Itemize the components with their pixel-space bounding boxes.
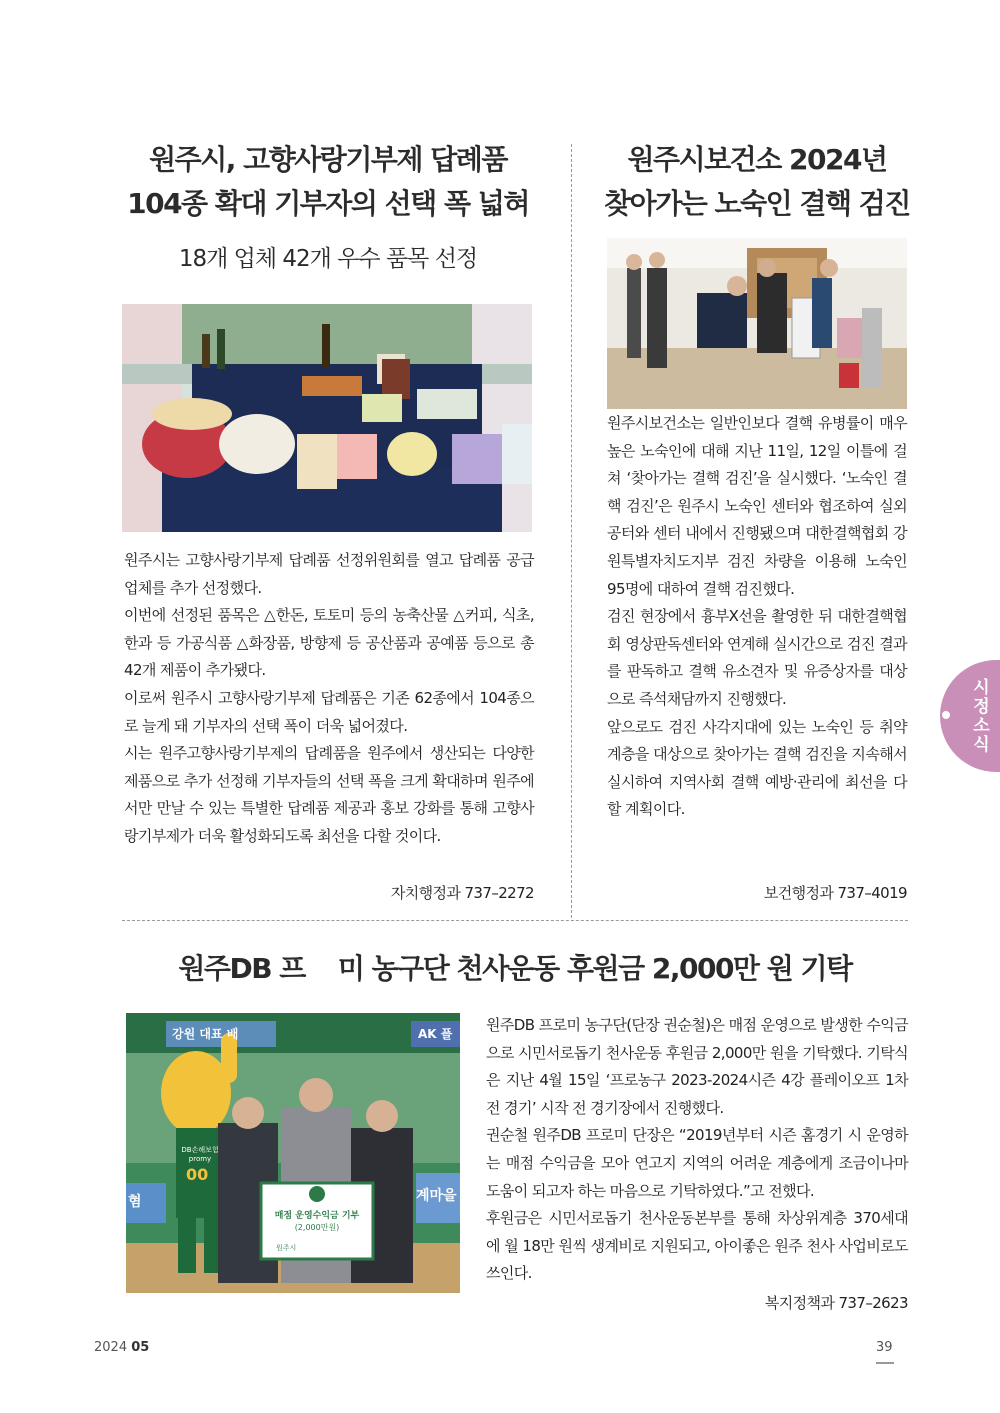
article1-paragraph: 이번에 선정된 품목은 △한돈, 토토미 등의 농축산물 △커피, 식초, 한과 등 가공식품 △화장품, 방향제 등 공산품과 공예품 등으로 총 42개 제품이 추가됐다.: [124, 606, 534, 680]
footer-year: 2024: [94, 1340, 128, 1355]
column-divider: [571, 144, 572, 918]
board-sig-text: 원주시: [276, 1244, 297, 1252]
article2-body: [607, 410, 907, 824]
product-display-image: [122, 304, 532, 532]
article1-paragraph: 시는 원주고향사랑기부제의 답례품을 원주에서 생산되는 다양한 제품으로 추가 선정해 기부자들의 선택 폭을 크게 확대하며 원주에서만 만날 수 있는 특별한 답례품 제공과 홍보 강화를 통해 고향사랑기부제가 더욱 활성화되도록 최선을 다할 것이다.: [124, 744, 534, 845]
article2-title-line2: 찾아가는 노숙인 결핵 검진: [604, 187, 910, 220]
article1-paragraph: 이로써 원주시 고향사랑기부제 답례품은 기존 62종에서 104종으로 늘게 돼 기부자의 선택 폭이 더욱 넓어졌다.: [124, 688, 534, 735]
article3-photo: [126, 1013, 460, 1293]
footer-issue: [94, 1340, 149, 1355]
article2-title: [600, 138, 914, 226]
article1-title-line2: 104종 확대 기부자의 선택 폭 넓혀: [127, 187, 529, 220]
article3-contact: 복지정책과 737–2623: [764, 1294, 908, 1312]
article1-photo: [122, 304, 532, 532]
mascot-shirt-text: DB손해보험 promy: [181, 1146, 219, 1163]
side-wall-right-text: 계마을: [416, 1188, 457, 1204]
section-tab: [940, 660, 1000, 772]
banner-right-text: AK 플: [418, 1027, 453, 1041]
article2-paragraph: 검진 현장에서 흉부X선을 촬영한 뒤 대한결핵협회 영상판독센터와 연계해 실시간으로 검진 결과를 판독하고 결핵 유소견자 및 유증상자를 대상으로 즉석채담까지 진행했다.: [607, 607, 907, 708]
article2-contact: 보건행정과 737–4019: [763, 884, 907, 902]
article3-body: [486, 1012, 908, 1288]
section-divider: [122, 920, 908, 921]
page-number-underline: [876, 1362, 894, 1364]
article3-title: 원주DB 프 미 농구단 천사운동 후원금 2,000만 원 기탁: [178, 952, 852, 985]
mascot-number-text: 00: [186, 1165, 209, 1184]
article3-paragraph: 원주DB 프로미 농구단(단장 권순철)은 매점 운영으로 발생한 수익금으로 시민서로돕기 천사운동 후원금 2,000만 원을 기탁했다. 기탁식은 지난 4월 15일 ‘프로농구 2023-2024시즌 4강 플레이오프 1차전 경기’ 시작 전 경기장에서 진행했다.: [486, 1016, 908, 1117]
page-number: 39: [876, 1340, 893, 1355]
article2-photo: [607, 238, 907, 409]
article1-title-line1: 원주시, 고향사랑기부제 답례품: [149, 143, 507, 176]
article3-paragraph: 후원금은 시민서로돕기 천사운동본부를 통해 차상위계층 370세대에 월 18만 원씩 생계비로 지원되고, 아이좋은 원주 천사 사업비로도 쓰인다.: [486, 1209, 908, 1283]
banner-left-text: 강원 대표 배: [172, 1027, 239, 1041]
article1-contact: 자치행정과 737–2272: [390, 884, 534, 902]
article1-paragraph: 원주시는 고향사랑기부제 답례품 선정위원회를 열고 답례품 공급업체를 추가 선정했다.: [124, 551, 534, 597]
tab-dot-icon: [942, 711, 950, 719]
article2-paragraph: 원주시보건소는 일반인보다 결핵 유병률이 매우 높은 노숙인에 대해 지난 11일, 12일 이틀에 걸쳐 ‘찾아가는 결핵 검진’을 실시했다. ‘노숙인 결핵 검진’은 원주시 노숙인 센터와 협조하여 실외 공터와 센터 내에서 진행됐으며 대한결핵협회 강원특별자치도지부 검진 차량을 이용해 노숙인 95명에 대하여 결핵 검진했다.: [607, 414, 907, 598]
tb-screening-image: [607, 238, 907, 409]
article1-body: [124, 547, 534, 851]
article3-paragraph: 권순철 원주DB 프로미 단장은 “2019년부터 시즌 홈경기 시 운영하는 매점 수익금을 모아 연고지 지역의 어려운 계층에게 조금이나마 도움이 되고자 하는 마음으로 기탁하였다.”고 전했다.: [486, 1126, 908, 1200]
article1-subtitle: 18개 업체 42개 우수 품목 선정: [178, 246, 478, 272]
side-wall-left-text: 혐: [128, 1194, 142, 1210]
footer-month: 05: [131, 1340, 150, 1355]
board-title-text: 매점 운영수익금 기부: [274, 1211, 360, 1221]
article2-paragraph: 앞으로도 검진 사각지대에 있는 노숙인 등 취약계층을 대상으로 찾아가는 결핵 검진을 지속해서 실시하여 지역사회 결핵 예방·관리에 최선을 다할 계획이다.: [607, 717, 907, 819]
board-amount-text: (2,000만원): [294, 1223, 340, 1232]
article2-title-line1: 원주시보건소 2024년: [627, 143, 887, 176]
article1-title: [122, 138, 534, 226]
section-tab-label: 시정소식: [969, 678, 989, 754]
